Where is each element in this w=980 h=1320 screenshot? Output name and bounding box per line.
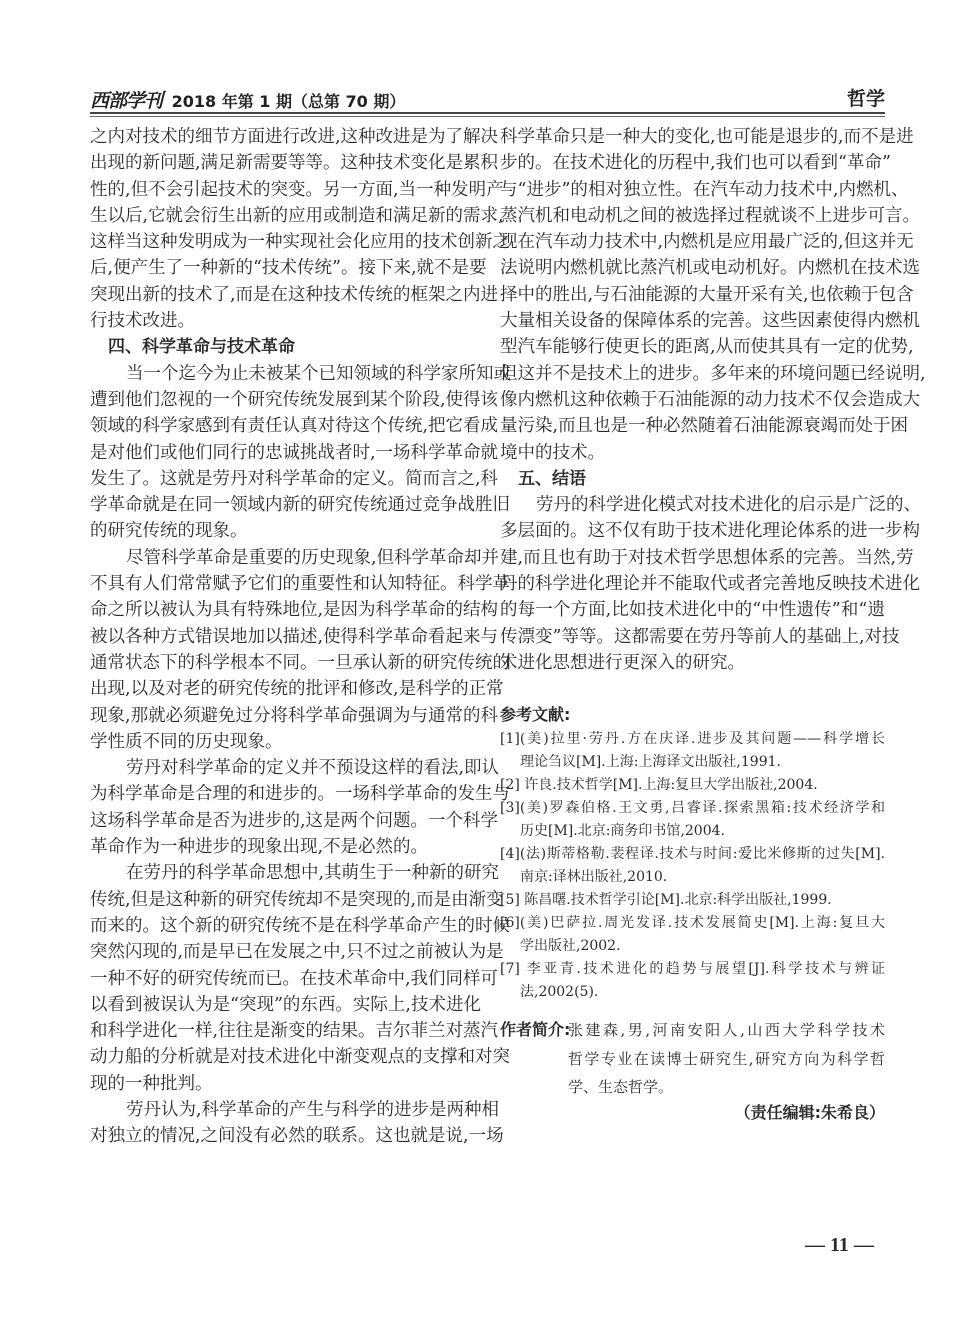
text-line: 建,而且也有助于对技术哲学思想体系的完善。当然,劳 xyxy=(500,547,914,568)
text-line: 量污染,而且也是一种必然随着石油能源衰竭而处于困 xyxy=(500,416,909,437)
text-line: 性的,但不会引起技术的突变。另一方面,当一种发明产 xyxy=(90,179,504,200)
text-line: 命之所以被认为具有特殊地位,是因为科学革命的结构 xyxy=(90,600,499,621)
text-line: 学性质不同的历史现象。 xyxy=(90,731,283,752)
running-header xyxy=(90,86,405,113)
paragraph xyxy=(90,1097,504,1150)
text-line: 步的。在技术进化的历程中,我们也可以看到“革命” xyxy=(500,153,891,174)
section-heading: 四、科学革命与技术革命 xyxy=(108,337,295,358)
text-line: 当一个迄今为止未被某个已知领域的科学家所知或 xyxy=(126,363,511,384)
reference-line: [1](美)拉里·劳丹.方在庆译.进步及其问题——科学增长 xyxy=(500,731,885,747)
page-number: — 11 — xyxy=(805,1234,874,1256)
text-line: 行技术改进。 xyxy=(90,311,195,332)
reference-line: [7] 李亚青.技术进化的趋势与展望[J].科学技术与辨证 xyxy=(500,961,885,977)
text-line: 型汽车能够行使更长的距离,从而使其具有一定的优势, xyxy=(500,337,914,358)
reference-line: 历史[M].北京:商务印书馆,2004. xyxy=(520,823,725,839)
reference-line: 南京:译林出版社,2010. xyxy=(520,869,668,885)
reference-item xyxy=(500,797,885,843)
reference-item xyxy=(500,958,885,1004)
text-line: 境中的技术。 xyxy=(500,442,605,463)
text-line: 生以后,它就会衍生出新的应用或制造和满足新的需求, xyxy=(90,205,504,226)
paragraph xyxy=(90,124,510,334)
text-line: 发生了。这就是劳丹对科学革命的定义。简而言之,科 xyxy=(90,468,499,489)
reference-item xyxy=(500,774,885,797)
text-line: 出现,以及对老的研究传统的批评和修改,是科学的正常 xyxy=(90,679,504,700)
author-bio-label: 作者简介: xyxy=(500,1020,571,1039)
reference-line: 学出版社,2002. xyxy=(520,938,621,954)
text-line: 这场科学革命是否为进步的,这是两个问题。一个科学 xyxy=(90,810,499,831)
text-line: 一种不好的研究传统而已。在技术革命中,我们同样可 xyxy=(90,968,499,989)
text-line: 不具有人们常常赋予它们的重要性和认知特征。科学革 xyxy=(90,574,510,595)
paragraph xyxy=(90,755,510,860)
reference-item xyxy=(500,889,885,912)
text-line: 现象,那就必须避免过分将科学革命强调为与通常的科 xyxy=(90,705,499,726)
text-line: 学革命就是在同一领域内新的研究传统通过竞争战胜旧 xyxy=(90,495,510,516)
text-line: 像内燃机这种依赖于石油能源的动力技术不仅会造成大 xyxy=(500,389,920,410)
text-line: 通常状态下的科学根本不同。一旦承认新的研究传统的 xyxy=(90,652,510,673)
text-line: 在劳丹的科学革命思想中,其萌生于一种新的研究 xyxy=(126,863,500,884)
paragraph xyxy=(90,361,511,545)
paragraph xyxy=(500,492,921,676)
text-line: 蒸汽机和电动机之间的被选择过程就谈不上进步可言。 xyxy=(500,205,920,226)
reference-line: [4](法)斯蒂格勒.裴程译.技术与时间:爱比米修斯的过失[M]. xyxy=(500,846,885,862)
text-line: 遭到他们忽视的一个研究传统发展到某个阶段,使得该 xyxy=(90,389,499,410)
author-bio-line: 哲学专业在读博士研究生,研究方向为科学哲 xyxy=(568,1049,885,1068)
text-line: 与“进步”的相对独立性。在汽车动力技术中,内燃机、 xyxy=(500,179,909,200)
reference-line: [2] 许良.技术哲学[M].上海:复旦大学出版社,2004. xyxy=(500,777,818,793)
text-line: 革命作为一种进步的现象出现,不是必然的。 xyxy=(90,837,429,858)
journal-logo: 西部学刊 xyxy=(90,90,163,112)
header-rule xyxy=(90,112,885,114)
text-line: 这样当这种发明成为一种实现社会化应用的技术创新之 xyxy=(90,232,510,253)
text-line: 传漂变”等等。这都需要在劳丹等前人的基础上,对技 xyxy=(500,626,900,647)
text-line: 尽管科学革命是重要的历史现象,但科学革命却并 xyxy=(126,547,500,568)
text-line: 的研究传统的现象。 xyxy=(90,521,248,542)
reference-item xyxy=(500,843,885,889)
text-line: 突然闪现的,而是早已在发展之中,只不过之前被认为是 xyxy=(90,942,504,963)
text-line: 法说明内燃机就比蒸汽机或电动机好。内燃机在技术选 xyxy=(500,258,920,279)
text-line: 科学革命只是一种大的变化,也可能是退步的,而不是进 xyxy=(500,127,914,147)
text-line: 为科学革命是合理的和进步的。一场科学革命的发生与 xyxy=(90,784,510,805)
reference-line: [6](美)巴萨拉.周光发译.技术发展简史[M].上海:复旦大 xyxy=(500,915,885,931)
section-heading: 五、结语 xyxy=(518,468,586,489)
text-line: 术进化思想进行更深入的研究。 xyxy=(500,652,745,673)
reference-line: [3](美)罗森伯格.王文勇,吕睿译.探索黑箱:技术经济学和 xyxy=(500,800,885,816)
text-line: 择中的胜出,与石油能源的大量开采有关,也依赖于包含 xyxy=(500,284,914,305)
section-label: 哲学 xyxy=(846,88,885,110)
text-line: 劳丹对科学革命的定义并不预设这样的看法,即认 xyxy=(126,758,500,779)
references xyxy=(500,702,885,1004)
text-line: 对独立的情况,之间没有必然的联系。这也就是说,一场 xyxy=(90,1126,504,1147)
text-line: 以看到被误认为是“突现”的东西。实际上,技术进化 xyxy=(90,994,481,1015)
issue-info: 2018 年第 1 期（总第 70 期） xyxy=(171,92,406,111)
references-title: 参考文献: xyxy=(500,705,571,724)
text-line: 的每一个方面,比如技术进化中的“中性遗传”和“遗 xyxy=(500,600,885,621)
reference-item xyxy=(500,912,885,958)
text-line: 现在汽车动力技术中,内燃机是应用最广泛的,但这并无 xyxy=(500,232,914,253)
text-line: 是对他们或他们同行的忠诚挑战者时,一场科学革命就 xyxy=(90,442,499,463)
left-column xyxy=(90,124,511,1150)
paragraph xyxy=(90,860,510,1097)
text-line: 但这并不是技术上的进步。多年来的环境问题已经说明, xyxy=(500,363,926,384)
text-line: 大量相关设备的保障体系的完善。这些因素使得内燃机 xyxy=(500,311,920,332)
reference-line: 理论刍议[M].上海:上海译文出版社,1991. xyxy=(520,754,781,770)
author-bio-line: 张建森,男,河南安阳人,山西大学科学技术 xyxy=(568,1021,885,1039)
reference-item xyxy=(500,728,885,774)
text-line: 传统,但是这种新的研究传统却不是突现的,而是由渐变 xyxy=(90,889,504,910)
text-line: 出现的新问题,满足新需要等等。这种技术变化是累积 xyxy=(90,153,499,174)
text-line: 劳丹认为,科学革命的产生与科学的进步是两种相 xyxy=(126,1099,500,1120)
text-line: 多层面的。这不仅有助于技术进化理论体系的进一步构 xyxy=(500,521,920,542)
paragraph xyxy=(90,545,510,755)
text-line: 被以各种方式错误地加以描述,使得科学革命看起来与 xyxy=(90,626,499,647)
reference-line: [5] 陈昌曙.技术哲学引论[M].北京:科学出版社,1999. xyxy=(500,892,832,908)
reference-line: 法,2002(5). xyxy=(520,984,599,1000)
author-bio-text xyxy=(568,1016,885,1102)
author-bio-line: 学、生态哲学。 xyxy=(568,1078,674,1096)
text-line: 之内对技术的细节方面进行改进,这种改进是为了解决 xyxy=(90,127,499,147)
text-line: 劳丹的科学进化模式对技术进化的启示是广泛的、 xyxy=(536,495,921,516)
right-column xyxy=(500,124,926,676)
text-line: 动力船的分析就是对技术进化中渐变观点的支撑和对突 xyxy=(90,1047,510,1068)
text-line: 而来的。这个新的研究传统不是在科学革命产生的时候 xyxy=(90,915,510,936)
text-line: 后,便产生了一种新的“技术传统”。接下来,就不是要 xyxy=(90,258,487,279)
text-line: 丹的科学进化理论并不能取代或者完善地反映技术进化 xyxy=(500,574,920,595)
text-line: 现的一种批判。 xyxy=(90,1073,213,1094)
text-line: 领域的科学家感到有责任认真对待这个传统,把它看成 xyxy=(90,416,499,437)
text-line: 突现出新的技术了,而是在这种技术传统的框架之内进 xyxy=(90,284,499,305)
paragraph xyxy=(500,124,926,466)
references-list xyxy=(500,728,885,1004)
text-line: 和科学进化一样,往往是渐变的结果。吉尔菲兰对蒸汽 xyxy=(90,1021,499,1042)
header-rule-thin xyxy=(90,116,885,117)
responsible-editor: （责任编辑:朱希良） xyxy=(734,1103,885,1122)
